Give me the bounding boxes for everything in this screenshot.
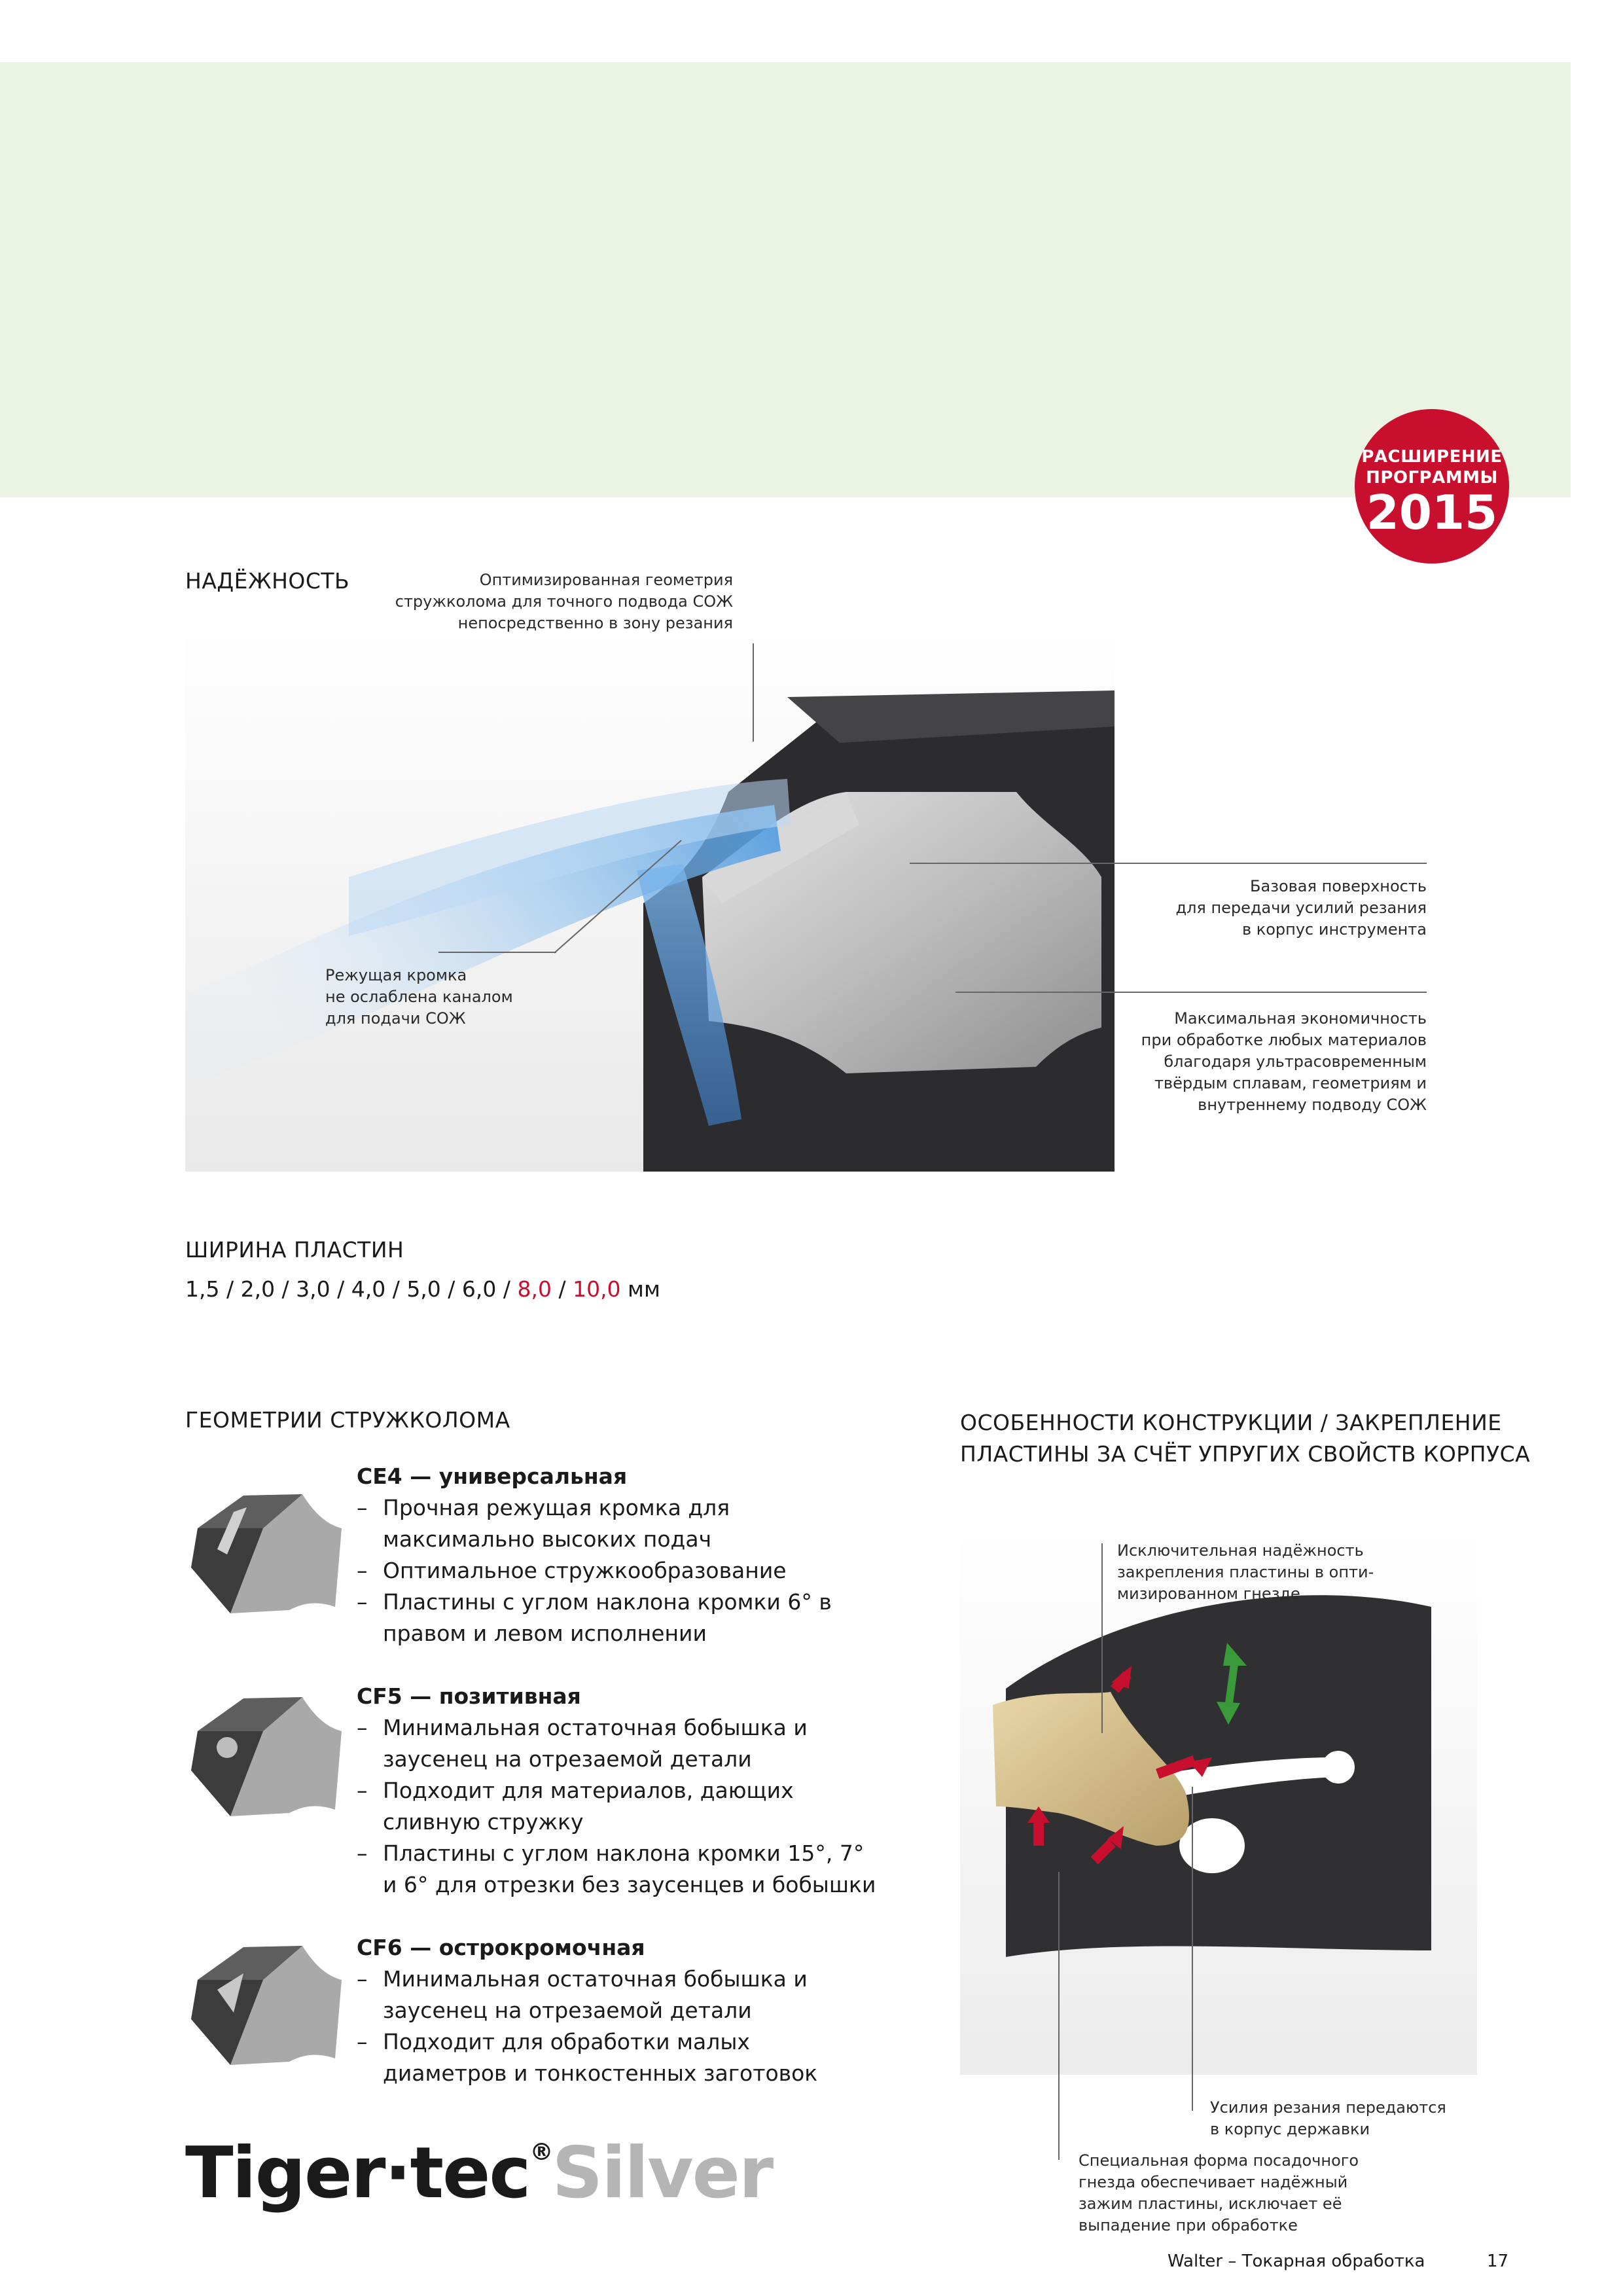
callout-base-surface: Базовая поверхность для передачи усилий резания в корпус инструмента [1175,877,1427,939]
geometry-bullet: – Прочная режущая кромка для максимально высоких подач [357,1492,880,1555]
leader-line [1192,1787,1193,2111]
geometry-bullet: – Минимальная остаточная бобышка и заусенец на отрезаемой детали [357,1712,880,1775]
callout-cutting-edge: Режущая кромка не ослаблена каналом для подачи СОЖ [325,966,513,1028]
geometry-cf6 [357,1932,880,2089]
geometry-bullet: – Оптимальное стружкообразование [357,1555,880,1587]
width-new-10: 10,0 [573,1276,621,1302]
geometries-heading: ГЕОМЕТРИИ СТРУЖКОЛОМА [185,1407,510,1433]
geometry-ce4 [357,1461,880,1649]
geometry-bullet: – Пластины с углом наклона кромки 6° в правом и левом исполнении [357,1587,880,1649]
expansion-badge [1355,409,1509,564]
badge-year: 2015 [1366,485,1498,540]
top-banner [0,62,1571,497]
leader-line [955,992,1427,993]
leader-line-diagonal [553,838,684,956]
design-heading: ОСОБЕННОСТИ КОНСТРУКЦИИ / ЗАКРЕПЛЕНИЕ ПЛАСТИНЫ ЗА СЧЁТ УПРУГИХ СВОЙСТВ КОРПУСА [960,1410,1531,1467]
tigertec-silver-logo: Tiger·tec®Silver [185,2132,773,2214]
geometry-bullet: – Подходит для обработки малых диаметров и тонкостенных заготовок [357,2026,880,2089]
callout-economy: Максимальная экономичность при обработке любых материалов благодаря ультрасовременным твёрдым сплавам, геометриям и внутреннему подводу СОЖ [1141,1009,1427,1114]
callout-geometry: Оптимизированная геометрия стружколома для точного подвода СОЖ непосредственно в зону резания [395,571,733,632]
widths-values: 1,5 / 2,0 / 3,0 / 4,0 / 5,0 / 6,0 / 8,0 / 10,0 мм [185,1276,660,1302]
leader-line [753,643,754,742]
badge-line2: ПРОГРАММЫ [1366,468,1498,488]
leader-line [1058,1872,1060,2160]
geometry-title: CF6 — острокромочная [357,1935,645,1960]
page-number: 17 [1487,2251,1509,2271]
leader-line [910,863,1427,864]
clamping-diagram [960,1532,1477,2075]
geometry-title: CE4 — универсальная [357,1463,628,1489]
callout-forces: Усилия резания передаются в корпус державки [1210,2098,1446,2138]
geometry-cf5 [357,1681,880,1901]
geometry-bullet: – Минимальная остаточная бобышка и заусенец на отрезаемой детали [357,1964,880,2026]
geometry-bullet: – Пластины с углом наклона кромки 15°, 7° и 6° для отрезки без заусенцев и бобышки [357,1838,880,1901]
geometry-title: CF5 — позитивная [357,1683,581,1709]
reliability-heading: НАДЁЖНОСТЬ [185,568,350,594]
width-new-8: 8,0 [517,1276,552,1302]
geometry-bullet: – Подходит для материалов, дающих сливную стружку [357,1775,880,1838]
cf5-insert-icon [171,1679,348,1823]
callout-reliability-seat: Исключительная надёжность закрепления пластины в опти- мизированном гнезде [1117,1541,1374,1603]
footer-text: Walter – Токарная обработка [1168,2251,1425,2271]
widths-heading: ШИРИНА ПЛАСТИН [185,1237,404,1263]
badge-line1: РАСШИРЕНИЕ [1361,447,1503,467]
leader-line [1101,1543,1103,1733]
cf6-insert-icon [171,1928,348,2072]
callout-seat-shape: Специальная форма посадочного гнезда обеспечивает надёжный зажим пластины, исключает её выпадение при обработке [1079,2151,1359,2234]
leader-line [438,952,556,953]
ce4-insert-icon [171,1476,348,1620]
